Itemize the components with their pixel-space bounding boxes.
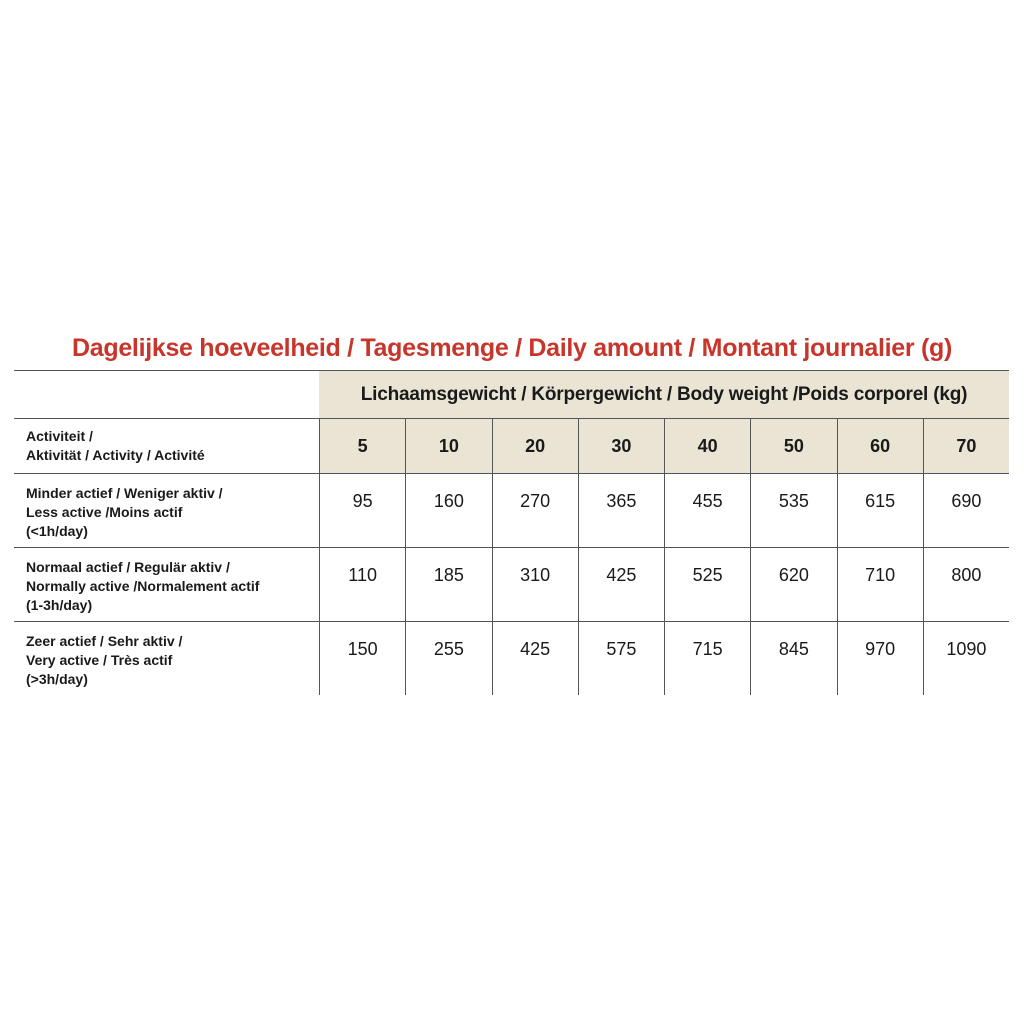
- weight-header: 70: [923, 419, 1009, 474]
- activity-header: Activiteit / Aktivität / Activity / Activité: [14, 419, 319, 474]
- table-corner: [14, 370, 319, 419]
- table-cell: 620: [750, 548, 836, 622]
- table-cell: 710: [837, 548, 923, 622]
- table-cell: 425: [492, 622, 578, 695]
- table-cell: 160: [405, 474, 491, 548]
- table-cell: 255: [405, 622, 491, 695]
- weight-header: 20: [492, 419, 578, 474]
- weight-header: 30: [578, 419, 664, 474]
- table-cell: 690: [923, 474, 1009, 548]
- table-title: Dagelijkse hoeveelheid / Tagesmenge / Daily amount / Montant journalier (g): [71, 334, 952, 362]
- table-cell: 535: [750, 474, 836, 548]
- table-cell: 525: [664, 548, 750, 622]
- table-cell: 615: [837, 474, 923, 548]
- table-cell: 1090: [923, 622, 1009, 695]
- weight-header: 5: [319, 419, 405, 474]
- table-cell: 95: [319, 474, 405, 548]
- table-cell: 800: [923, 548, 1009, 622]
- table-cell: 455: [664, 474, 750, 548]
- table-cell: 365: [578, 474, 664, 548]
- weight-header: 50: [750, 419, 836, 474]
- table-cell: 150: [319, 622, 405, 695]
- row-label-very-active: Zeer actief / Sehr aktiv / Very active / Très actif (>3h/day): [26, 633, 183, 687]
- table-cell: 185: [405, 548, 491, 622]
- body-weight-header: Lichaamsgewicht / Körpergewicht / Body weight /Poids corporel (kg): [319, 370, 1009, 419]
- row-label-normally-active: Normaal actief / Regulär aktiv / Normally active /Normalement actif (1-3h/day): [14, 548, 319, 622]
- table-cell: 715: [664, 622, 750, 695]
- table-cell: 425: [578, 548, 664, 622]
- daily-amount-table: [14, 370, 1009, 695]
- weight-header: 40: [664, 419, 750, 474]
- weight-header: 60: [837, 419, 923, 474]
- table-cell: 310: [492, 548, 578, 622]
- table-cell: 270: [492, 474, 578, 548]
- table-cell: 970: [837, 622, 923, 695]
- weight-header: 10: [405, 419, 491, 474]
- row-label-less-active: Minder actief / Weniger aktiv / Less active /Moins actif (<1h/day): [14, 474, 319, 548]
- table-cell: 110: [319, 548, 405, 622]
- table-cell: 575: [578, 622, 664, 695]
- table-cell: 845: [750, 622, 836, 695]
